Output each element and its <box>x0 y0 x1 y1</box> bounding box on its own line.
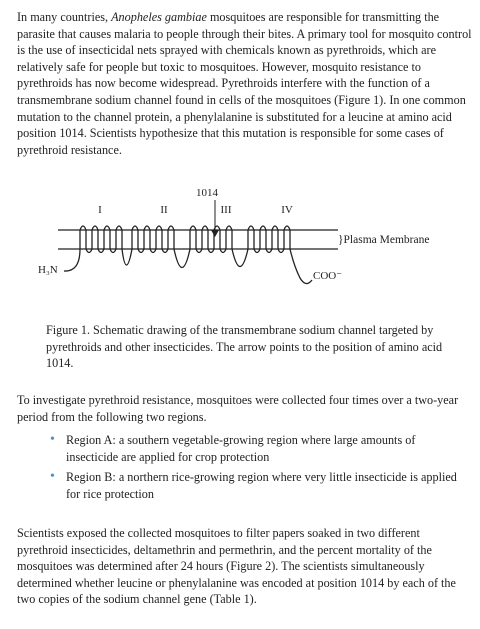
plasma-membrane-label: }Plasma Membrane <box>338 234 430 246</box>
region-b-text: Region B: a northern rice-growing region where very little insecticide is applied for rice protection <box>66 470 457 501</box>
domain-label-ii: II <box>160 204 168 216</box>
methods-paragraph: Scientists exposed the collected mosquitoes to filter papers soaked in two different pyrethroid insecticides, deltamethrin and permethrin, and the percent mortality of the mosquitoes was determined after 24 hours (Figure 2). The scientists simultaneously determined whether leucine or phenylalanine was encoded at position 1014 by each of the two copies of the sodium channel gene (Table 1). <box>17 526 456 607</box>
figure-1-diagram <box>0 186 480 296</box>
bullet-icon: • <box>50 432 55 447</box>
list-item <box>46 469 466 502</box>
list-item <box>46 432 466 465</box>
bullet-icon: • <box>50 469 55 485</box>
domain-label-iv: IV <box>281 204 293 216</box>
domain-label-i: I <box>98 204 102 216</box>
c-terminus-label: COO⁻ <box>313 270 343 282</box>
region-list <box>46 432 466 506</box>
figure-1-caption: Figure 1. Schematic drawing of the transmembrane sodium channel targeted by pyrethroids and other insecticides. The arrow points to the position of amino acid 1014. <box>46 323 443 371</box>
intro-text-rest: mosquitoes are responsible for transmitting the parasite that causes malaria to people through their bites. A primary tool for mosquito control is the use of insecticidal nets sprayed with chemicals known as pyrethroids, which are relatively safe for people but toxic to mosquitoes. However, mosquito resistance to pyrethroids has now become widespread. Pyrethroids interfere with the function of a transmembrane sodium channel found in cells of the mosquitoes (Figure 1). In one common mutation to the channel protein, a phenylalanine is substituted for a leucine at amino acid position 1014. Scientists hypothesize that this mutation is responsible for some cases of pyrethroid resistance. <box>17 10 472 157</box>
investigation-paragraph: To investigate pyrethroid resistance, mosquitoes were collected four times over a two-year period from the following two regions. <box>17 393 459 424</box>
position-1014-label: 1014 <box>196 187 218 199</box>
region-a-text: Region A: a southern vegetable-growing region where large amounts of insecticide are applied for crop protection <box>66 433 416 464</box>
n-terminus-label: H₃N <box>38 264 58 276</box>
intro-paragraph <box>17 9 472 158</box>
protein-chain <box>64 226 312 284</box>
species-name: Anopheles gambiae <box>111 10 207 24</box>
domain-label-iii: III <box>220 204 232 216</box>
sodium-channel-schematic <box>0 186 480 296</box>
position-arrowhead-icon <box>211 230 219 237</box>
intro-text-start: In many countries, <box>17 10 112 24</box>
